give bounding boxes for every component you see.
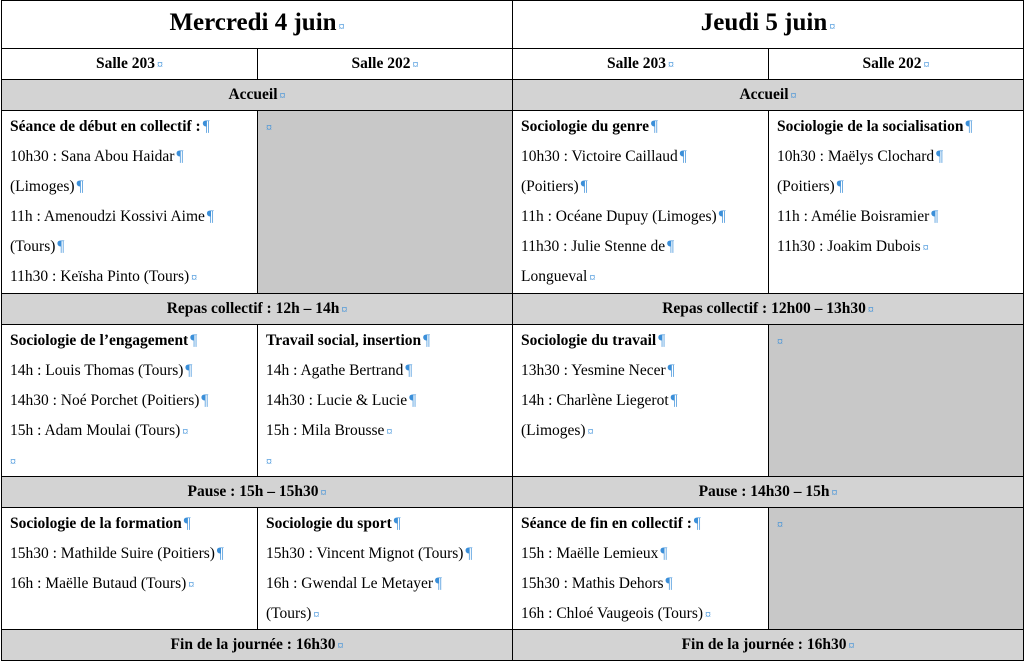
day-header-row <box>2 1 1024 49</box>
session-line: 15h : Maëlle Lemieux ¶ <box>521 545 668 562</box>
lunch-row <box>2 294 1024 325</box>
session-line: 16h : Gwendal Le Metayer ¶ <box>266 575 443 592</box>
session-line: 15h : Mila Brousse ¤ <box>266 422 393 439</box>
session-line: (Poitiers) ¶ <box>777 178 844 195</box>
session-line: 16h : Maëlle Butaud (Tours) ¤ <box>10 575 195 592</box>
session-row-late <box>2 508 1024 630</box>
session-line: 11h30 : Joakim Dubois ¤ <box>777 238 929 255</box>
session-line: 10h30 : Maëlys Clochard ¶ <box>777 148 944 165</box>
session-title: Travail social, insertion ¶ <box>266 332 431 349</box>
session-line: 13h30 : Yesmine Necer ¶ <box>521 362 675 379</box>
session-title: Sociologie du sport ¶ <box>266 515 401 532</box>
session-line: 11h : Amenoudzi Kossivi Aime ¶ <box>10 208 214 225</box>
session-line: 11h30 : Julie Stenne de ¶ <box>521 238 675 255</box>
room-header[interactable]: Salle 203 ¤ <box>513 49 769 80</box>
session-line: 10h30 : Victoire Caillaud ¶ <box>521 148 687 165</box>
session-title: Sociologie de la formation ¶ <box>10 515 191 532</box>
schedule-table <box>1 0 1024 661</box>
break-cell-end-thu[interactable]: Fin de la journée : 16h30 ¤ <box>513 630 1024 661</box>
session-cell[interactable] <box>513 508 769 630</box>
empty-session-cell[interactable]: ¤ <box>258 111 513 294</box>
session-line: 10h30 : Sana Abou Haidar ¶ <box>10 148 184 165</box>
session-title: Sociologie de la socialisation ¶ <box>777 118 973 135</box>
session-cell[interactable]: Sociologie de l’engagement ¶ 14h : Louis Thomas (Tours) ¶ 14h30 : Noé Porchet (Poitiers) ¶ 15h : Adam Moulai (Tours) ¤ ¤ <box>2 325 258 477</box>
session-row-afternoon <box>2 325 1024 477</box>
session-line: 14h : Charlène Liegerot ¶ <box>521 392 678 409</box>
session-line: 15h : Adam Moulai (Tours) ¤ <box>10 422 189 439</box>
room-header[interactable]: Salle 202 ¤ <box>769 49 1024 80</box>
session-cell[interactable] <box>513 111 769 294</box>
session-line: 11h30 : Keïsha Pinto (Tours) ¤ <box>10 268 198 285</box>
session-line: 15h30 : Vincent Mignot (Tours) ¶ <box>266 545 473 562</box>
session-cell[interactable] <box>258 508 513 630</box>
session-line: 16h : Chloé Vaugeois (Tours) ¤ <box>521 605 712 622</box>
session-cell[interactable]: Travail social, insertion ¶ 14h : Agathe Bertrand ¶ 14h30 : Lucie & Lucie ¶ 15h : Mila Brousse ¤ ¤ <box>258 325 513 477</box>
session-line: (Limoges) ¤ <box>521 422 594 439</box>
welcome-row <box>2 80 1024 111</box>
empty-session-cell[interactable]: ¤ <box>769 508 1024 630</box>
break-cell-pause-wed[interactable]: Pause : 15h – 15h30 ¤ <box>2 477 513 508</box>
break-cell-pause-thu[interactable]: Pause : 14h30 – 15h ¤ <box>513 477 1024 508</box>
break-cell-lunch-wed[interactable]: Repas collectif : 12h – 14h ¤ <box>2 294 513 325</box>
session-line: 14h30 : Noé Porchet (Poitiers) ¶ <box>10 392 209 409</box>
session-line: (Tours) ¤ <box>266 605 320 622</box>
room-header[interactable]: Salle 202 ¤ <box>258 49 513 80</box>
session-line: 11h : Amélie Boisramier ¶ <box>777 208 939 225</box>
room-header-row <box>2 49 1024 80</box>
day-header-wednesday[interactable]: Mercredi 4 juin ¤ <box>2 1 513 49</box>
session-line: 14h30 : Lucie & Lucie ¶ <box>266 392 417 409</box>
session-line: 15h30 : Mathis Dehors ¶ <box>521 575 673 592</box>
session-title: Sociologie de l’engagement ¶ <box>10 332 198 349</box>
session-line: (Tours) ¶ <box>10 238 65 255</box>
session-title: Séance de début en collectif : ¶ <box>10 118 210 135</box>
session-cell[interactable] <box>2 111 258 294</box>
session-cell[interactable] <box>769 111 1024 294</box>
end-row <box>2 630 1024 661</box>
break-cell-welcome-wed[interactable]: Accueil ¤ <box>2 80 513 111</box>
session-cell[interactable] <box>2 508 258 630</box>
day-header-thursday[interactable]: Jeudi 5 juin ¤ <box>513 1 1024 49</box>
session-title: Séance de fin en collectif : ¶ <box>521 515 701 532</box>
session-line: 14h : Agathe Bertrand ¶ <box>266 362 413 379</box>
session-line: 14h : Louis Thomas (Tours) ¶ <box>10 362 193 379</box>
break-cell-welcome-thu[interactable]: Accueil ¤ <box>513 80 1024 111</box>
empty-session-cell[interactable]: ¤ <box>769 325 1024 477</box>
session-line: 15h30 : Mathilde Suire (Poitiers) ¶ <box>10 545 224 562</box>
session-title: Sociologie du genre ¶ <box>521 118 659 135</box>
session-line: (Limoges) ¶ <box>10 178 84 195</box>
session-cell[interactable] <box>513 325 769 477</box>
session-line: 11h : Océane Dupuy (Limoges) ¶ <box>521 208 726 225</box>
session-line: Longueval ¤ <box>521 268 596 285</box>
session-line: (Poitiers) ¶ <box>521 178 588 195</box>
room-header[interactable]: Salle 203 ¤ <box>2 49 258 80</box>
session-row-morning <box>2 111 1024 294</box>
break-cell-lunch-thu[interactable]: Repas collectif : 12h00 – 13h30 ¤ <box>513 294 1024 325</box>
session-title: Sociologie du travail ¶ <box>521 332 666 349</box>
pause-row <box>2 477 1024 508</box>
break-cell-end-wed[interactable]: Fin de la journée : 16h30 ¤ <box>2 630 513 661</box>
